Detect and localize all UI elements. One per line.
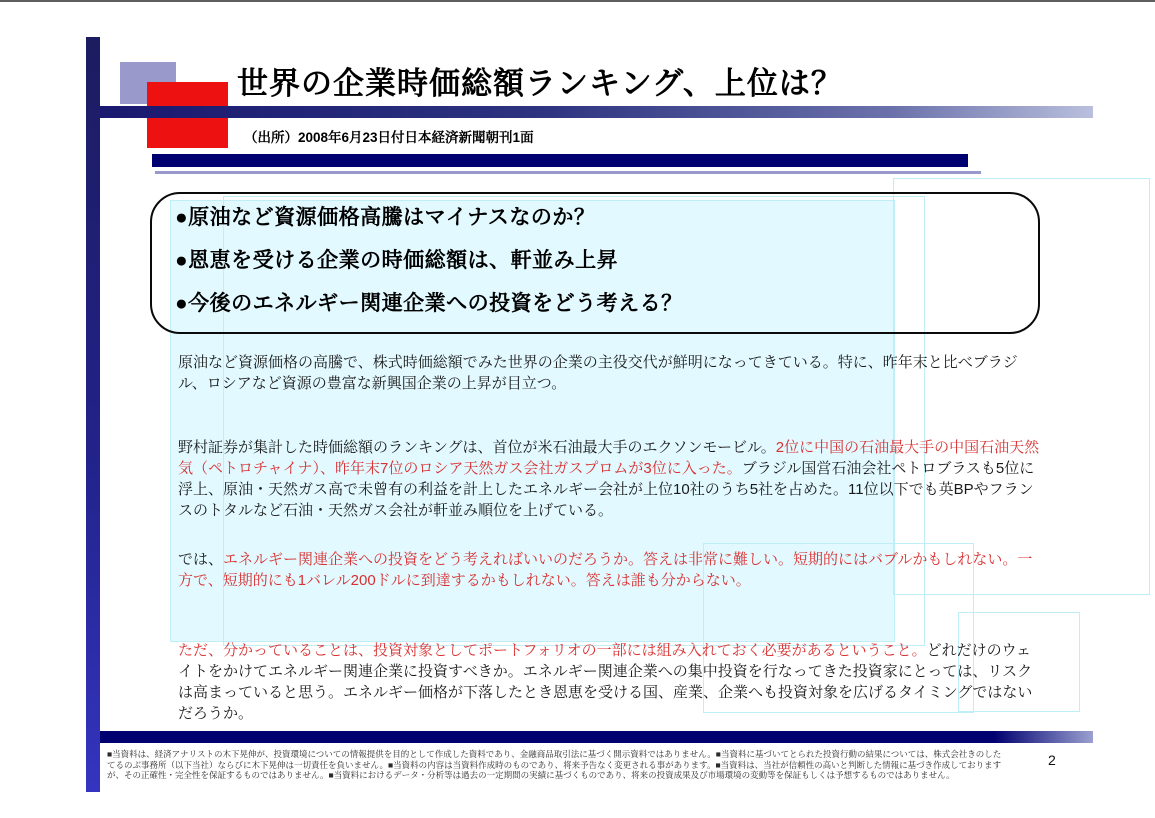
left-accent-bar <box>86 37 100 792</box>
paragraph-segment-black: 野村証券が集計した時価総額のランキングは、首位が米石油最大手のエクソンモービル。 <box>178 439 776 456</box>
page-top-border <box>0 0 1155 2</box>
body-paragraph-4 <box>178 640 1040 724</box>
paragraph-segment-black: では、 <box>178 551 224 568</box>
header-gradient-bar <box>100 106 1093 118</box>
paragraph-segment-red: ただ、分かっていることは、投資対象としてポートフォリオの一部には組み入れておく必要があるということ。 <box>178 642 927 659</box>
disclaimer-line-2: てるのぶ事務所（以下当社）ならびに木下晃伸は一切責任を負いません。■当資料の内容は当資料作成時のものであり、将来予告なく変更される事があります。■当資料は、当社が信頼性の高いと判断した情報に基づき作成しております <box>107 759 1002 770</box>
source-citation: （出所）2008年6月23日付日本経済新聞朝刊1面 <box>244 130 534 145</box>
paragraph-segment-black: 原油など資源価格の高騰で、株式時価総額でみた世界の企業の主役交代が鮮明になってきている。特に、昨年末と比べブラジル、ロシアなど資源の豊富な新興国企業の上昇が目立つ。 <box>178 354 1018 392</box>
key-point-3: ●今後のエネルギー関連企業への投資をどう考える？ <box>175 292 683 315</box>
subtitle-underline-bar <box>152 154 968 167</box>
paragraph-segment-black: どれだけのウェイトをかけてエネルギー関連企業に投資すべきか。エネルギー関連企業への集中投資を行なってきた投資家にとっては、リスクは高まっていると思う。エネルギー価格が下落したとき恩恵を受ける国、産業、企業へも投資対象を広げるタイミングではないだろうか。 <box>178 642 1033 722</box>
footer-divider-bar <box>100 731 1093 743</box>
key-point-1: ●原油など資源価格高騰はマイナスなのか？ <box>175 206 596 229</box>
key-point-2: ●恩恵を受ける企業の時価総額は、軒並み上昇 <box>175 249 619 272</box>
disclaimer-line-1: ■当資料は、経済アナリストの木下晃伸が、投資環境についての情報提供を目的として作成した資料であり、金融商品取引法に基づく開示資料ではありません。■当資料に基づいてとられた投資行動の結果については、株式会社きのした <box>107 749 1002 759</box>
slide-title: 世界の企業時価総額ランキング、上位は？ <box>237 66 843 101</box>
body-paragraph-3 <box>178 549 1040 591</box>
paragraph-segment-red: エネルギー関連企業への投資をどう考えればいいのだろうか。答えは非常に難しい。短期的にはバブルかもしれない。一方で、短期的にも1バレル200ドルに到達するかもしれない。答えは誰も分からない。 <box>178 551 1033 589</box>
body-paragraph-2 <box>178 437 1040 521</box>
page-number: 2 <box>1048 752 1056 768</box>
disclaimer-block <box>107 749 1067 781</box>
disclaimer-line-3: が、その正確性・完全性を保証するものではありません。■当資料におけるデータ・分析等は過去の一定期間の実績に基づくものであり、将来の投資成果及び市場環境の変動等を保証もしくは予想するものではありません。 <box>107 770 955 781</box>
paragraph-segment-red: 2位に中国の石油最大手の中国石油天然気（ペトロチャイナ）、昨年末7位のロシア天然ガス会社ガスプロムが3位に入った。 <box>178 439 1040 477</box>
paragraph-segment-black: ブラジル国営石油会社ペトロブラスも5位に浮上、原油・天然ガス高で未曾有の利益を計上したエネルギー会社が上位10社のうち5社を占めた。11位以下でも英BPやフランスのトタルなど石油・天然ガス会社が軒並み順位を上げている。 <box>178 460 1035 519</box>
body-paragraph-1 <box>178 352 1040 394</box>
subtitle-thin-line <box>155 171 981 174</box>
